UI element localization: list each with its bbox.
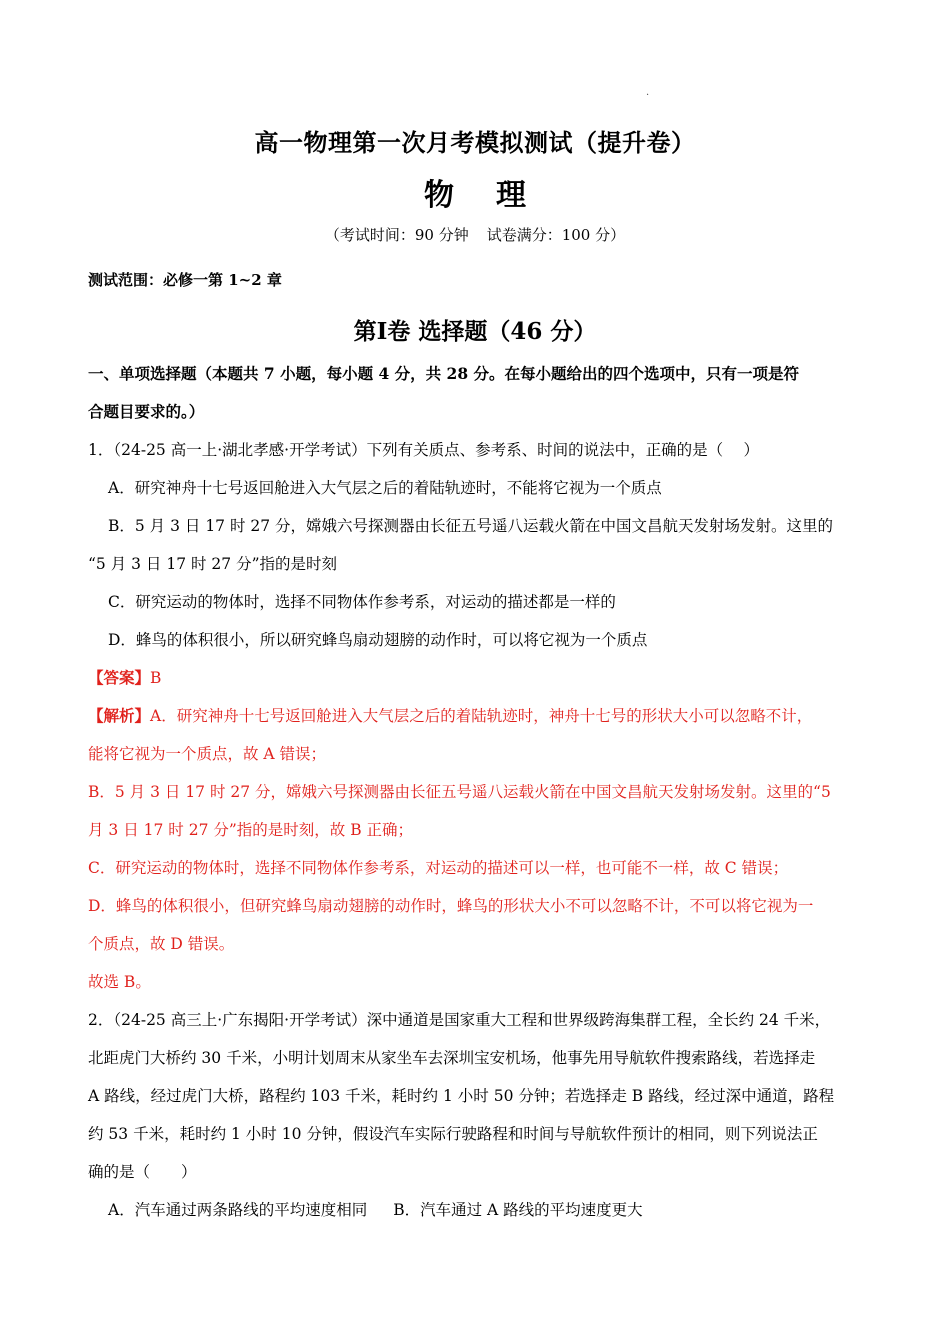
question-1-conclusion: 故选 B。 <box>88 973 151 991</box>
question-2-stem-line-2: 北距虎门大桥约 30 千米，小明计划周末从家坐车去深圳宝安机场，他事先用导航软件搜索路线，若选择走 <box>88 1049 816 1067</box>
question-1-analysis-d: D．蜂鸟的体积很小，但研究蜂鸟扇动翅膀的动作时，蜂鸟的形状大小不可以忽略不计，不可以将它视为一 <box>88 897 814 915</box>
answer-tag: 【答案】 <box>88 668 151 687</box>
question-2-option-b: B．汽车通过 A 路线的平均速度更大 <box>393 1201 643 1219</box>
exam-title: 高一物理第一次月考模拟测试（提升卷） <box>254 128 696 157</box>
question-1-analysis-b: B．5 月 3 日 17 时 27 分，嫦娥六号探测器由长征五号遥八运载火箭在中国文昌航天发射场发射。这里的“5 <box>88 783 831 801</box>
question-2-stem-line-4: 约 53 千米，耗时约 1 小时 10 分钟，假设汽车实际行驶路程和时间与导航软件预计的相同，则下列说法正 <box>88 1125 818 1143</box>
page-dot: · <box>646 90 650 101</box>
question-1-option-c: C．研究运动的物体时，选择不同物体作参考系，对运动的描述都是一样的 <box>108 593 616 611</box>
subject-char-2: 理 <box>496 178 526 213</box>
subject-char-1: 物 <box>424 178 454 213</box>
question-1-analysis-a <box>88 706 868 726</box>
question-1-stem: 1．（24-25 高一上·湖北孝感·开学考试）下列有关质点、参考系、时间的说法中，正确的是（ ） <box>88 441 760 459</box>
question-2-stem-line-3: A 路线，经过虎门大桥，路程约 103 千米，耗时约 1 小时 50 分钟；若选择走 B 路线，经过深中通道，路程 <box>88 1087 835 1105</box>
question-1-analysis-a-cont: 能将它视为一个质点，故 A 错误； <box>88 745 327 763</box>
analysis-tag: 【解析】 <box>88 706 151 725</box>
question-1-analysis-c: C．研究运动的物体时，选择不同物体作参考系，对运动的描述可以一样，也可能不一样，故 C 错误； <box>88 859 789 877</box>
question-2-stem-line-5: 确的是（ ） <box>88 1163 197 1181</box>
question-2-options-row <box>108 1200 888 1220</box>
exam-score: 试卷满分：100 分） <box>486 226 626 244</box>
question-1-option-a: A．研究神舟十七号返回舱进入大气层之后的着陆轨迹时，不能将它视为一个质点 <box>108 479 662 497</box>
question-1-option-b-cont: “5 月 3 日 17 时 27 分”指的是时刻 <box>88 555 338 573</box>
analysis-a-text: A．研究神舟十七号返回舱进入大气层之后的着陆轨迹时，神舟十七号的形状大小可以忽略不计， <box>150 707 813 725</box>
exam-time: （考试时间：90 分钟 <box>324 226 469 244</box>
section-title: 第I卷 选择题（46 分） <box>353 318 597 345</box>
subject-heading <box>0 170 950 214</box>
answer-value: B <box>150 669 162 687</box>
question-1-analysis-d-cont: 个质点，故 D 错误。 <box>88 935 235 953</box>
question-2-option-a: A．汽车通过两条路线的平均速度相同 <box>108 1201 368 1219</box>
question-1-answer <box>88 668 868 688</box>
test-scope: 测试范围：必修一第 1~2 章 <box>88 271 282 289</box>
section-instruction: 一、单项选择题（本题共 7 小题，每小题 4 分，共 28 分。在每小题给出的四个选项中，只有一项是符 <box>88 364 800 383</box>
question-1-analysis-b-cont: 月 3 日 17 时 27 分”指的是时刻，故 B 正确； <box>88 821 414 839</box>
exam-info <box>0 224 950 245</box>
question-2-stem: 2．（24-25 高三上·广东揭阳·开学考试）深中通道是国家重大工程和世界级跨海集群工程，全长约 24 千米， <box>88 1011 831 1029</box>
section-instruction-cont: 合题目要求的。） <box>88 402 205 421</box>
question-1-option-d: D．蜂鸟的体积很小，所以研究蜂鸟扇动翅膀的动作时，可以将它视为一个质点 <box>108 631 648 649</box>
question-1-option-b: B．5 月 3 日 17 时 27 分，嫦娥六号探测器由长征五号遥八运载火箭在中国文昌航天发射场发射。这里的 <box>108 517 834 535</box>
